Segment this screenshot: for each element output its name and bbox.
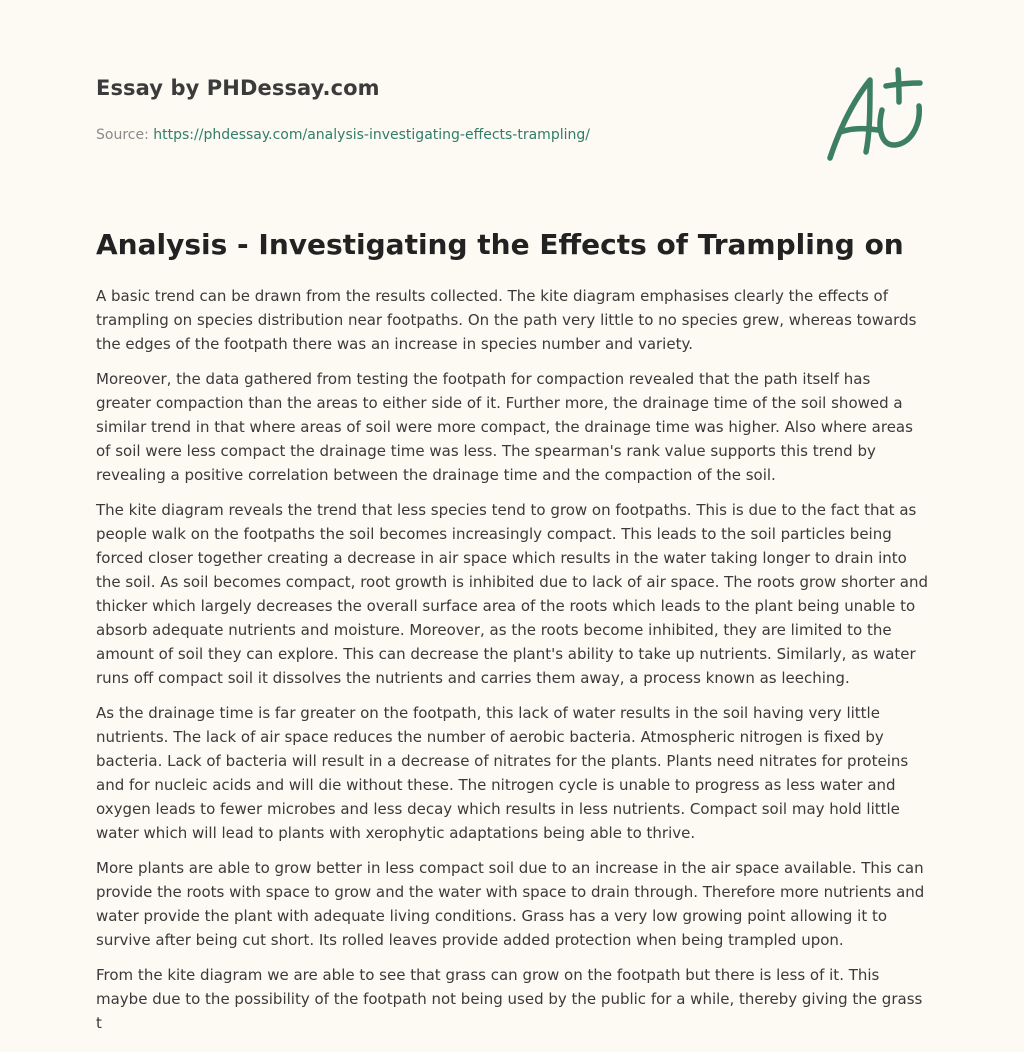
essay-paragraph: More plants are able to grow better in less compact soil due to an increase in the air space available. This can provide the roots with space to grow and the water with space to drain through. Therefore more nutrients and water provide the plant with adequate living conditions. Grass has a very low growing point allowing it to survive after being cut short. Its rolled leaves provide added protection when being trampled upon. (96, 859, 925, 949)
essay-paragraph: From the kite diagram we are able to see that grass can grow on the footpath but there is less of it. This maybe due to the possibility of the footpath not being used by the public for a while, thereby giving the grass t (96, 966, 923, 1032)
essay-paragraph: Moreover, the data gathered from testing the footpath for compaction revealed that the path itself has greater compaction than the areas to either side of it. Further more, the drainage time of the soil showed a similar trend in that where areas of soil were more compact, the drainage time was higher. Also where areas of soil were less compact the drainage time was less. The spearman's rank value supports this trend by revealing a positive correlation between the drainage time and the compaction of the soil. (96, 370, 913, 484)
essay-body (96, 284, 930, 1035)
source-label: Source: (96, 127, 149, 143)
essay-paragraph: As the drainage time is far greater on the footpath, this lack of water results in the soil having very little nutrients. The lack of air space reduces the number of aerobic bacteria. Atmospheric nitrogen is fixed by bacteria. Lack of bacteria will result in a decrease of nitrates for the plants. Plants need nitrates for proteins and for nucleic acids and will die without these. The nitrogen cycle is unable to progress as less water and oxygen leads to fewer microbes and less decay which results in less nutrients. Compact soil may hold little water which will lead to plants with xerophytic adaptations being able to thrive. (96, 704, 909, 842)
page-header (96, 76, 736, 143)
essay-paragraph: A basic trend can be drawn from the results collected. The kite diagram emphasises clearly the effects of trampling on species distribution near footpaths. On the path very little to no species grew, whereas towards the edges of the footpath there was an increase in species number and variety. (96, 287, 917, 353)
essay-paragraph: The kite diagram reveals the trend that less species tend to grow on footpaths. This is due to the fact that as people walk on the footpaths the soil becomes increasingly compact. This leads to the soil particles being forced closer together creating a decrease in air space which results in the water taking longer to drain into the soil. As soil becomes compact, root growth is inhibited due to lack of air space. The roots grow shorter and thicker which largely decreases the overall surface area of the roots which leads to the plant being unable to absorb adequate nutrients and moisture. Moreover, as the roots become inhibited, they are limited to the amount of soil they can explore. This can decrease the plant's ability to take up nutrients. Similarly, as water runs off compact soil it dissolves the nutrients and carries them away, a process known as leeching. (96, 501, 928, 687)
a-plus-logo-icon (820, 66, 930, 166)
site-title: Essay by PHDessay.com (96, 76, 380, 100)
source-line (96, 127, 736, 143)
source-link[interactable]: https://phdessay.com/analysis-investigating-effects-trampling/ (153, 127, 590, 143)
essay-article (96, 226, 930, 1046)
essay-title: Analysis - Investigating the Effects of Trampling on (96, 228, 904, 261)
